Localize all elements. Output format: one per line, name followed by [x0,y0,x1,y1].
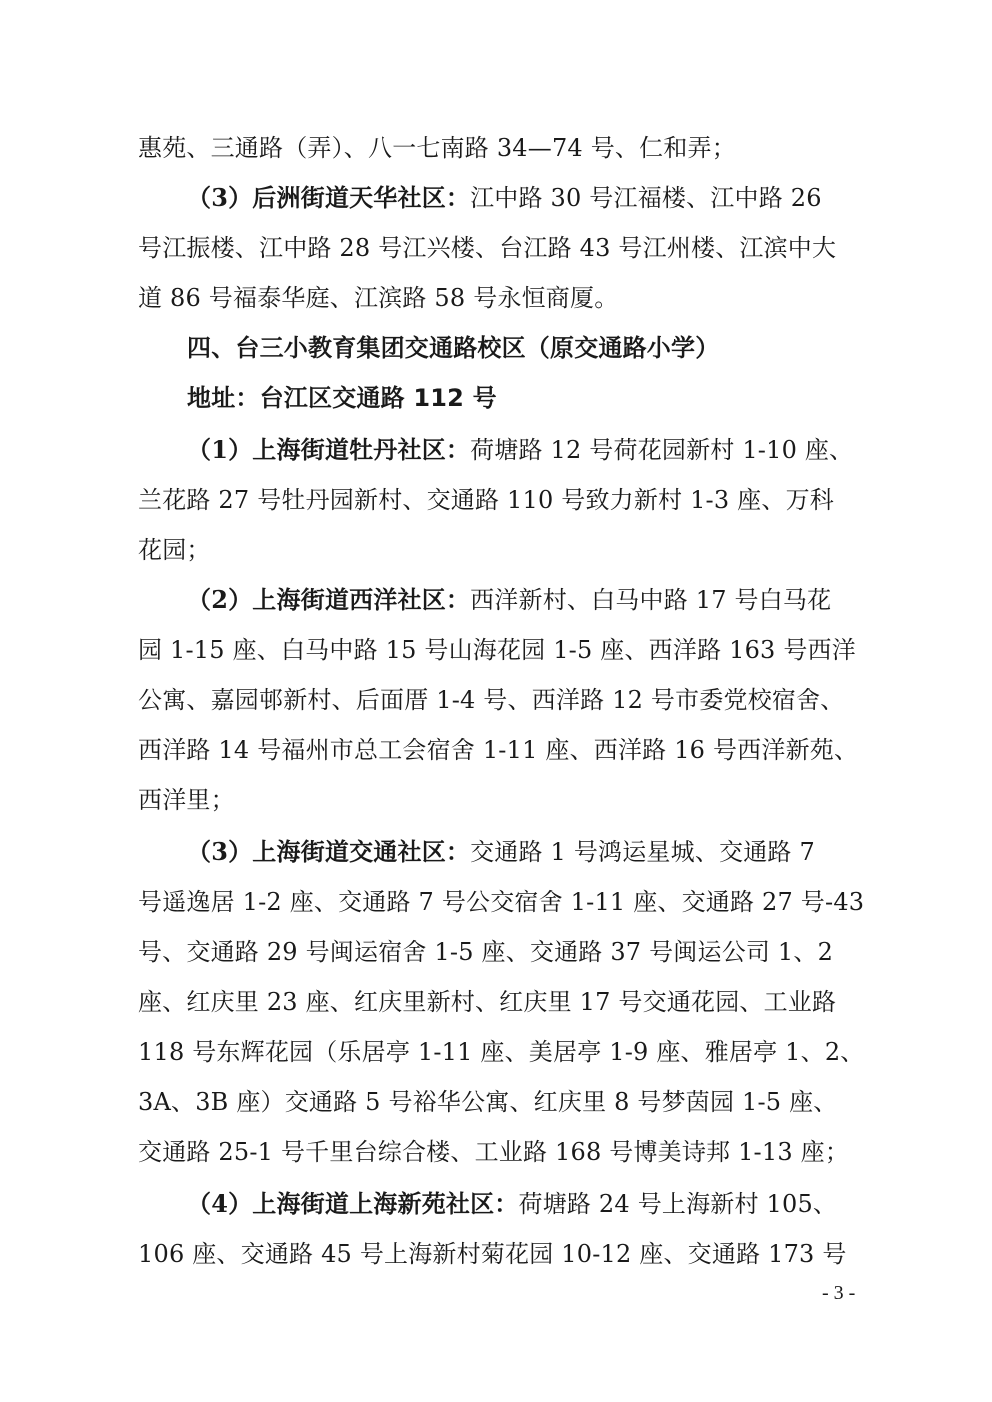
text-line: 号遥逸居 1-2 座、交通路 7 号公交宿舍 1-11 座、交通路 27 号-43 [138,888,865,916]
text-line: 道 86 号福泰华庭、江滨路 58 号永恒商厦。 [138,284,619,312]
text-line: 西洋里； [138,786,235,814]
text-line: 号江振楼、江中路 28 号江兴楼、台江路 43 号江州楼、江滨中大 [138,234,837,262]
text-line: （3）后洲街道天华社区：江中路 30 号江福楼、江中路 26 [187,183,822,212]
address-line: 地址：台江区交通路 112 号 [187,384,497,412]
text-line: 交通路 25-1 号千里台综合楼、工业路 168 号博美诗邦 1-13 座； [138,1138,850,1166]
section-label: （3）后洲街道天华社区： [187,183,471,212]
text-line: 兰花路 27 号牡丹园新村、交通路 110 号致力新村 1-3 座、万科 [138,486,834,514]
section-label: （2）上海街道西洋社区： [187,585,471,614]
text-line: 号、交通路 29 号闽运宿舍 1-5 座、交通路 37 号闽运公司 1、2 [138,938,834,966]
section-label: （3）上海街道交通社区： [187,837,471,866]
text-line: 118 号东辉花园（乐居亭 1-11 座、美居亭 1-9 座、雅居亭 1、2、 [138,1038,865,1066]
text-line: （4）上海街道上海新苑社区：荷塘路 24 号上海新村 105、 [187,1189,838,1218]
text-line: 公寓、嘉园邨新村、后面厝 1-4 号、西洋路 12 号市委党校宿舍、 [138,686,845,714]
text-line: （2）上海街道西洋社区：西洋新村、白马中路 17 号白马花 [187,585,832,614]
text-line: 3A、3B 座）交通路 5 号裕华公寓、红庆里 8 号梦茵园 1-5 座、 [138,1088,838,1116]
text-line: 惠苑、三通路（弄）、八一七南路 34—74 号、仁和弄； [138,134,736,162]
section-label: （4）上海街道上海新苑社区： [187,1189,519,1218]
text-line: （3）上海街道交通社区：交通路 1 号鸿运星城、交通路 7 [187,837,815,866]
text-line: 106 座、交通路 45 号上海新村菊花园 10-12 座、交通路 173 号 [138,1240,847,1268]
page-number: - 3 - [822,1282,856,1304]
section-label: （1）上海街道牡丹社区： [187,435,471,464]
text-line: 花园； [138,536,211,564]
text-line: 西洋路 14 号福州市总工会宿舍 1-11 座、西洋路 16 号西洋新苑、 [138,736,859,764]
text-line: 座、红庆里 23 座、红庆里新村、红庆里 17 号交通花园、工业路 [138,988,837,1016]
text-line: 园 1-15 座、白马中路 15 号山海花园 1-5 座、西洋路 163 号西洋 [138,636,856,664]
section-heading: 四、台三小教育集团交通路校区（原交通路小学） [187,334,720,362]
text-line: （1）上海街道牡丹社区：荷塘路 12 号荷花园新村 1-10 座、 [187,435,854,464]
